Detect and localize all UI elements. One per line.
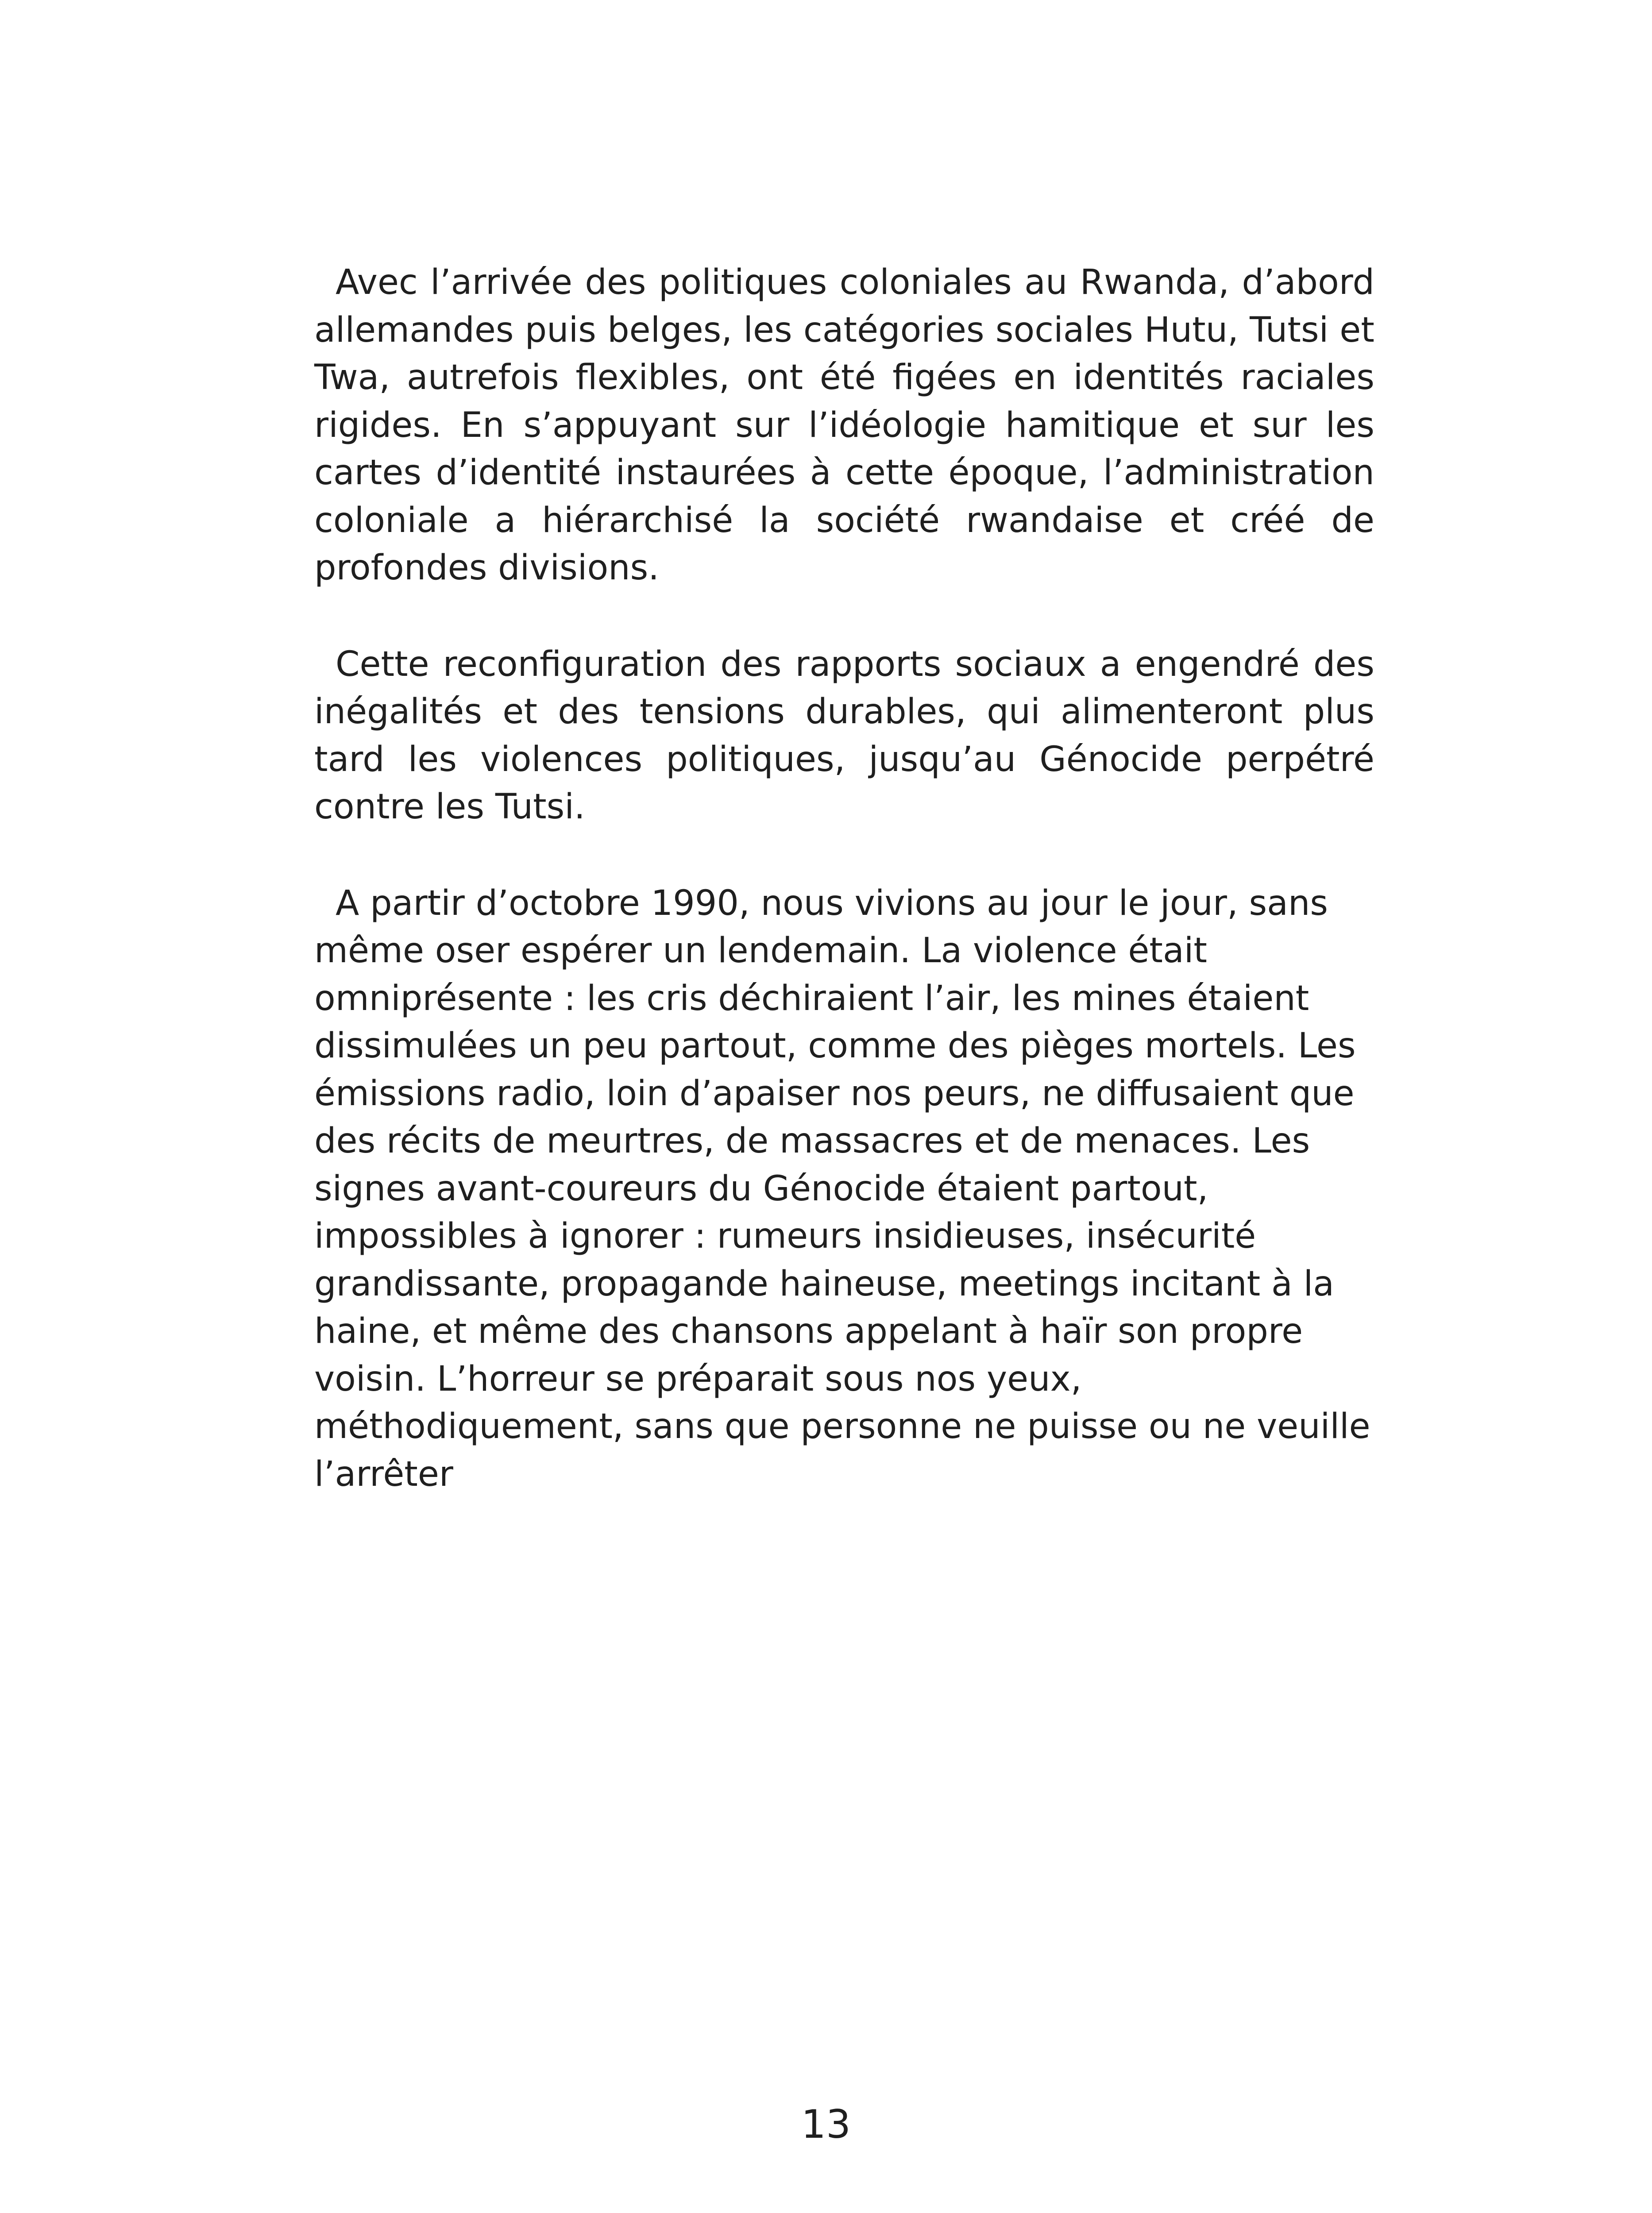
body-text bbox=[314, 259, 1374, 1498]
page-number: 13 bbox=[801, 2101, 851, 2147]
paragraph-social-reconfiguration: Cette reconfiguration des rapports sociaux a engendré des inégalités et des tensions durables, qui alimenteront plus tard les violences politiques, jusqu’au Génocide perpétré contre les Tutsi. bbox=[314, 644, 1374, 827]
paragraph-october-1990: A partir d’octobre 1990, nous vivions au jour le jour, sans même oser espérer un lendemain. La violence était omniprésente : les cris déchiraient l’air, les mines étaient dissimulées un peu partout, comme des pièges mortels. Les émissions radio, loin d’apaiser nos peurs, ne diffusaient que des récits de meurtres, de massacres et de menaces. Les signes avant-coureurs du Génocide étaient partout, impossibles à ignorer : rumeurs insidieuses, insécurité grandissante, propagande haineuse, meetings incitant à la haine, et même des chansons appelant à haïr son propre voisin. L’horreur se préparait sous nos yeux, méthodiquement, sans que personne ne puisse ou ne veuille l’arrêter bbox=[314, 883, 1370, 1494]
paragraph-colonial-policies: Avec l’arrivée des politiques coloniales au Rwanda, d’abord allemandes puis belges, les catégories sociales Hutu, Tutsi et Twa, autrefois flexibles, ont été figées en identités raciales rigides. En s’appuyant sur l’idéologie hamitique et sur les cartes d’identité instaurées à cette époque, l’administration coloniale a hiérarchisé la société rwandaise et créé de profondes divisions. bbox=[314, 262, 1374, 588]
